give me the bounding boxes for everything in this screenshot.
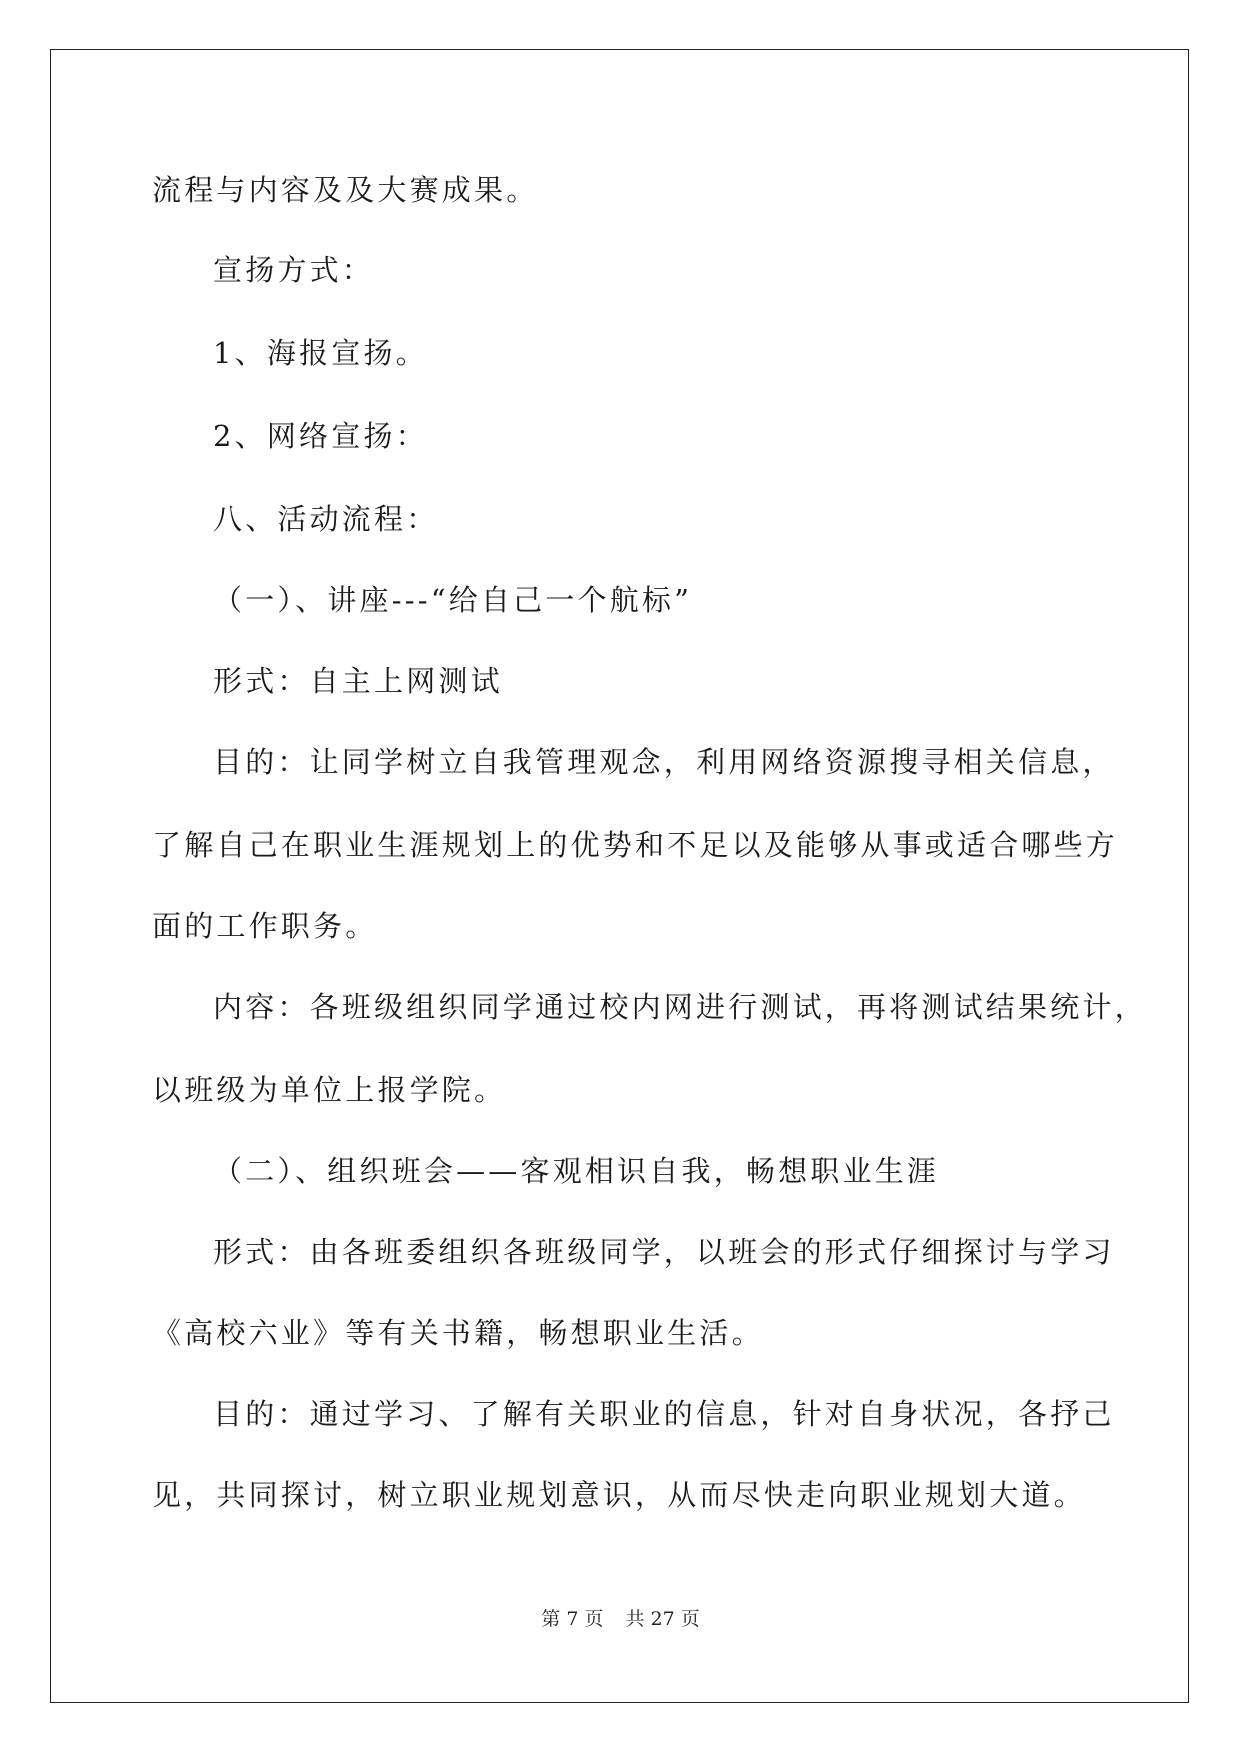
text-line: 宣扬方式：: [213, 253, 375, 287]
page-total: 共 27 页: [625, 1608, 700, 1630]
text-line: 面的工作职务。: [152, 909, 378, 943]
text-line: 2、网络宣扬：: [213, 419, 428, 453]
text-line: 内容：各班级组织同学通过校内网进行测试，再将测试结果统计，: [213, 990, 1147, 1024]
text-line: 了解自己在职业生涯规划上的优势和不足以及能够从事或适合哪些方: [152, 828, 1119, 862]
page-number: 第 7 页: [541, 1608, 604, 1630]
text-line: 目的：通过学习、了解有关职业的信息，针对自身状况，各抒己: [213, 1397, 1115, 1431]
text-line: 1、海报宣扬。: [213, 336, 428, 370]
text-line: 以班级为单位上报学院。: [152, 1073, 507, 1107]
page-footer: [0, 1607, 1241, 1631]
text-line: 形式：由各班委组织各班级同学，以班会的形式仔细探讨与学习: [213, 1235, 1115, 1269]
section-heading: （一）、讲座---“给自己一个航标”: [213, 583, 693, 617]
text-line: 见，共同探讨，树立职业规划意识，从而尽快走向职业规划大道。: [152, 1478, 1086, 1512]
text-line: 流程与内容及及大赛成果。: [152, 173, 539, 207]
section-heading: （二）、组织班会——客观相识自我，畅想职业生涯: [213, 1154, 940, 1188]
text-line: 《高校六业》等有关书籍，畅想职业生活。: [152, 1316, 764, 1350]
text-line: 目的：让同学树立自我管理观念，利用网络资源搜寻相关信息，: [213, 745, 1115, 779]
text-line: 形式：自主上网测试: [213, 664, 503, 698]
text-line: 八、活动流程：: [213, 502, 439, 536]
